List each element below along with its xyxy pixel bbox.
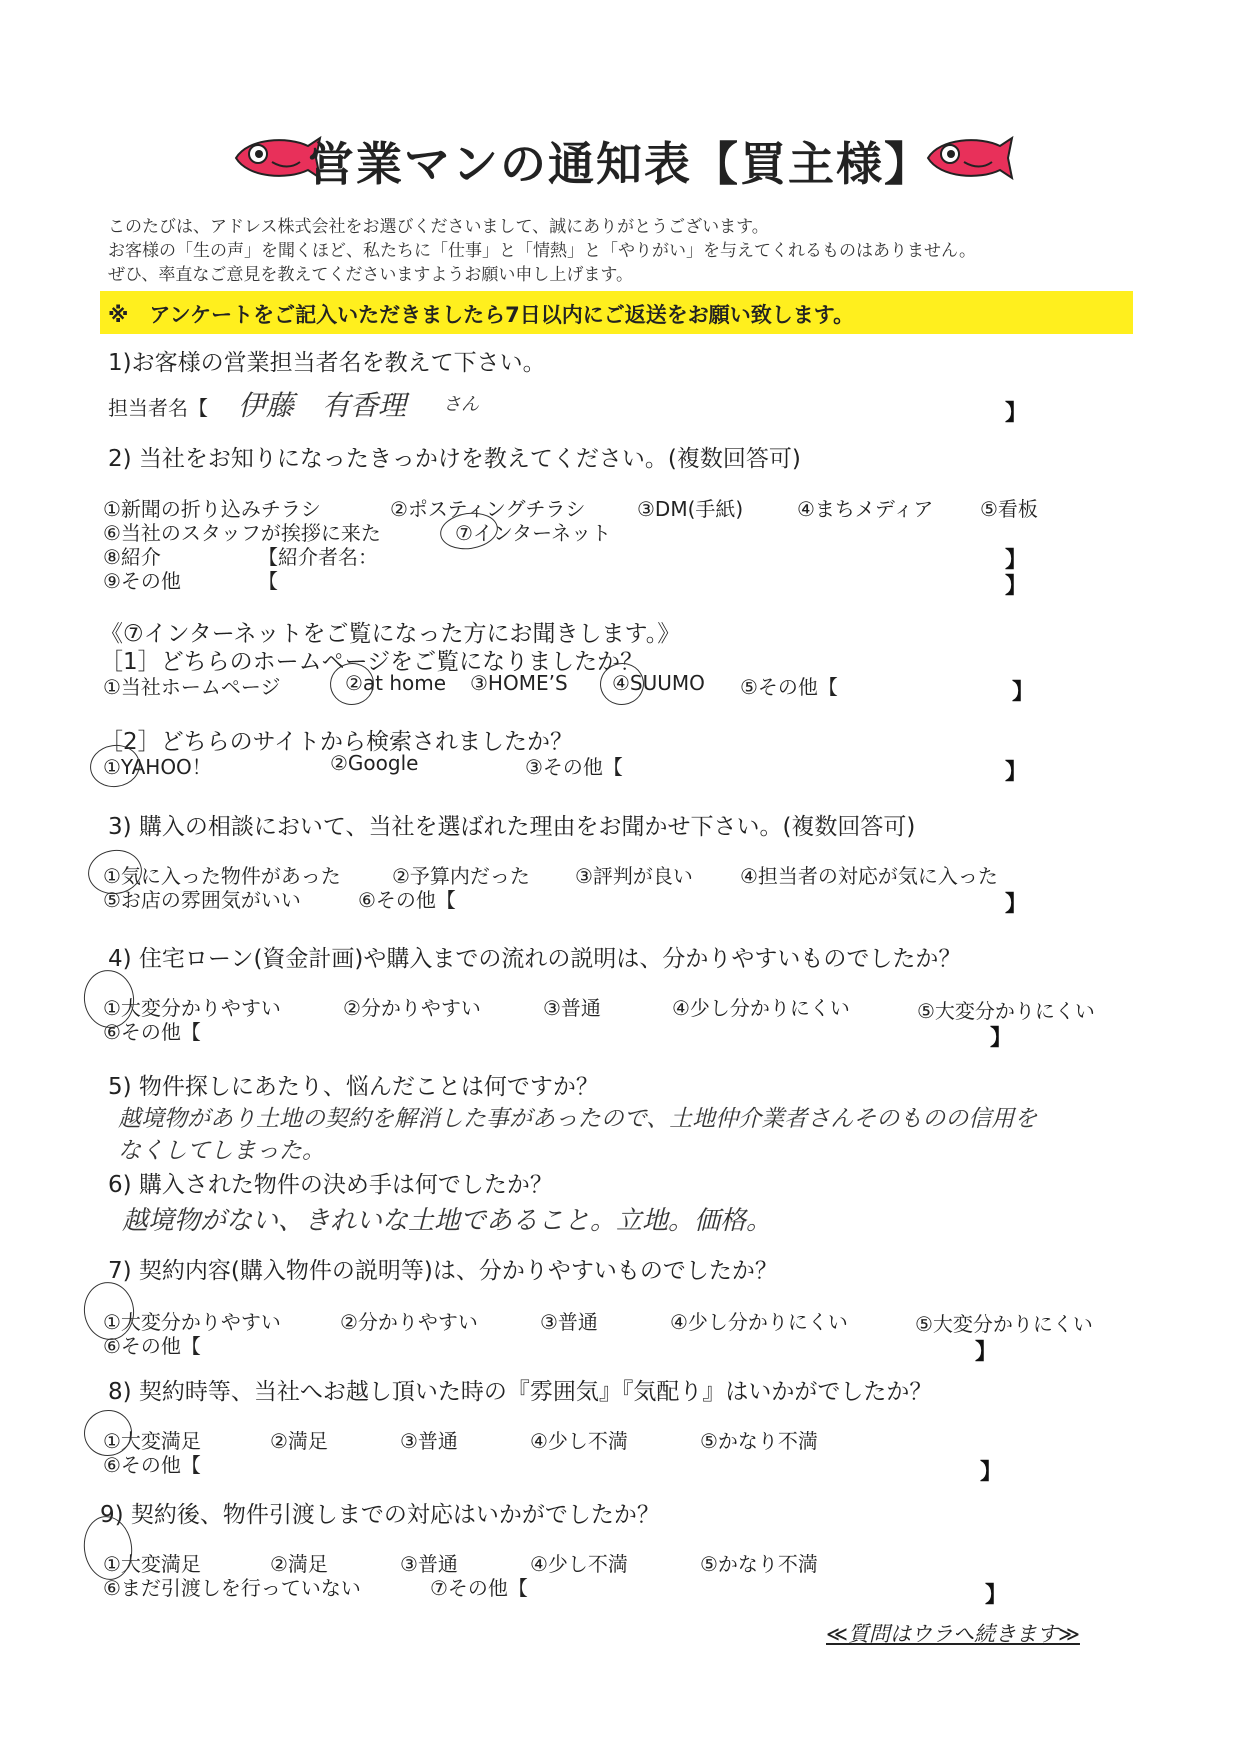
q4-question: 4) 住宅ローン(資金計画)や購入までの流れの説明は、分かりやすいものでしたか？	[108, 946, 962, 972]
intro-line-3: ぜひ、率直なご意見を教えてくださいますようお願い申し上げます。	[108, 265, 633, 285]
q9-option-6[interactable]: ⑥まだ引渡しを行っていない	[103, 1576, 361, 1600]
q4-option-1[interactable]: ①大変分かりやすい	[103, 996, 281, 1020]
q8-option-2[interactable]: ②満足	[270, 1429, 328, 1453]
q2-question: 2) 当社をお知りになったきっかけを教えてください。(複数回答可)	[108, 446, 801, 472]
q6-answer[interactable]: 越境物がない、きれいな土地であること。立地。価格。	[122, 1206, 773, 1236]
sub1-option-2[interactable]: ②at home	[345, 671, 447, 695]
q8-option-5[interactable]: ⑤かなり不満	[700, 1429, 818, 1453]
q8-question: 8) 契約時等、当社へお越し頂いた時の『雰囲気』『気配り』はいかがでしたか？	[108, 1379, 933, 1405]
q8-option-1[interactable]: ①大変満足	[103, 1429, 201, 1453]
q9-closing-bracket: 】	[985, 1583, 1008, 1608]
sub1-option-4[interactable]: ④SUUMO	[612, 671, 705, 695]
q1-question: 1)お客様の営業担当者名を教えて下さい。	[108, 350, 546, 376]
q2-referrer-label: 【紹介者名：	[258, 545, 378, 569]
internet-sub2-question: ［2］どちらのサイトから検索されましたか？	[100, 729, 574, 755]
q1-answer-name[interactable]: 伊藤 有香理	[238, 389, 407, 422]
q4-option-5[interactable]: ⑤大変分かりにくい	[917, 999, 1095, 1023]
q6-question: 6) 購入された物件の決め手は何でしたか？	[108, 1172, 553, 1198]
q8-closing-bracket: 】	[980, 1460, 1003, 1485]
q7-option-2[interactable]: ②分かりやすい	[340, 1310, 478, 1334]
q9-option-1[interactable]: ①大変満足	[103, 1552, 201, 1576]
sub1-option-3[interactable]: ③HOME’S	[470, 671, 568, 695]
q8-option-3[interactable]: ③普通	[400, 1429, 458, 1453]
q7-option-4[interactable]: ④少し分かりにくい	[670, 1310, 848, 1334]
q9-option-7[interactable]: ⑦その他【	[430, 1576, 528, 1600]
internet-sub1-question: ［1］どちらのホームページをご覧になりましたか？	[100, 649, 644, 675]
page-title: 営業マンの通知表【買主様】	[308, 137, 932, 191]
sub2-closing-bracket: 】	[1005, 760, 1028, 785]
q4-option-2[interactable]: ②分かりやすい	[343, 996, 481, 1020]
q2-option-8[interactable]: ⑧紹介	[103, 545, 161, 569]
intro-line-1: このたびは、アドレス株式会社をお選びくださいまして、誠にありがとうございます。	[108, 217, 769, 237]
q3-option-4[interactable]: ④担当者の対応が気に入った	[740, 864, 998, 888]
q5-question: 5) 物件探しにあたり、悩んだことは何ですか？	[108, 1074, 599, 1100]
q9-option-2[interactable]: ②満足	[270, 1552, 328, 1576]
q9-option-5[interactable]: ⑤かなり不満	[700, 1552, 818, 1576]
q8-option-6[interactable]: ⑥その他【	[103, 1453, 201, 1477]
q2-option-1[interactable]: ①新聞の折り込みチラシ	[103, 497, 321, 521]
q2-option-6[interactable]: ⑥当社のスタッフが挨拶に来た	[103, 521, 381, 545]
q7-option-5[interactable]: ⑤大変分かりにくい	[915, 1312, 1093, 1336]
q4-option-6[interactable]: ⑥その他【	[103, 1020, 201, 1044]
q3-option-3[interactable]: ③評判が良い	[575, 864, 693, 888]
intro-line-2: お客様の「生の声」を聞くほど、私たちに「仕事」と「情熱」と「やりがい」を与えてくれるものはありません。	[108, 241, 977, 261]
q7-option-1[interactable]: ①大変分かりやすい	[103, 1310, 281, 1334]
q2-option-2[interactable]: ②ポスティングチラシ	[390, 497, 586, 521]
sub1-option-5[interactable]: ⑤その他【	[740, 675, 838, 699]
q9-option-4[interactable]: ④少し不満	[530, 1552, 628, 1576]
q1-answer-suffix: さん	[443, 394, 479, 415]
sub2-option-1[interactable]: ①YAHOO！	[103, 755, 212, 779]
q2-option-9[interactable]: ⑨その他	[103, 569, 181, 593]
q7-option-6[interactable]: ⑥その他【	[103, 1334, 201, 1358]
q3-closing-bracket: 】	[1005, 892, 1028, 917]
sub2-option-2[interactable]: ②Google	[330, 751, 419, 775]
q5-answer-line-2[interactable]: なくしてしまった。	[118, 1138, 325, 1164]
q2-other-closing-bracket: 】	[1005, 574, 1028, 599]
q1-closing-bracket: 】	[1005, 401, 1028, 426]
internet-intro: 《⑦インターネットをご覧になった方にお聞きします。》	[100, 621, 681, 647]
q4-option-4[interactable]: ④少し分かりにくい	[672, 996, 850, 1020]
q4-option-3[interactable]: ③普通	[543, 996, 601, 1020]
q2-option-5[interactable]: ⑤看板	[980, 497, 1038, 521]
q7-option-3[interactable]: ③普通	[540, 1310, 598, 1334]
q3-option-2[interactable]: ②予算内だった	[392, 864, 530, 888]
q2-referrer-closing-bracket: 】	[1005, 548, 1028, 573]
q5-answer-line-1[interactable]: 越境物があり土地の契約を解消した事があったので、土地仲介業者さんそのものの信用を	[118, 1106, 1038, 1132]
return-notice-banner	[100, 291, 1133, 334]
q2-option-7[interactable]: ⑦インターネット	[455, 521, 612, 545]
q4-closing-bracket: 】	[990, 1026, 1013, 1051]
q7-closing-bracket: 】	[975, 1340, 998, 1365]
q9-question: 9) 契約後、物件引渡しまでの対応はいかがでしたか？	[100, 1502, 660, 1528]
q3-option-5[interactable]: ⑤お店の雰囲気がいい	[103, 888, 301, 912]
sub2-option-3[interactable]: ③その他【	[525, 755, 623, 779]
q1-label: 担当者名【	[108, 396, 208, 420]
q7-question: 7) 契約内容(購入物件の説明等)は、分かりやすいものでしたか？	[108, 1258, 778, 1284]
return-notice-text: ※ アンケートをご記入いただきましたら7日以内にご返送をお願い致します。	[108, 303, 855, 327]
q3-option-6[interactable]: ⑥その他【	[358, 888, 456, 912]
sub1-closing-bracket: 】	[1012, 680, 1035, 705]
q2-other-label: 【	[258, 569, 278, 593]
q2-option-4[interactable]: ④まちメディア	[797, 497, 934, 521]
q3-option-1[interactable]: ①気に入った物件があった	[103, 864, 341, 888]
q9-option-3[interactable]: ③普通	[400, 1552, 458, 1576]
q8-option-4[interactable]: ④少し不満	[530, 1429, 628, 1453]
q2-option-3[interactable]: ③DM(手紙)	[637, 497, 744, 521]
sub1-option-1[interactable]: ①当社ホームページ	[103, 675, 281, 699]
continued-on-back-note: ≪質問はウラへ続きます≫	[826, 1622, 1080, 1646]
q3-question: 3) 購入の相談において、当社を選ばれた理由をお聞かせ下さい。(複数回答可)	[108, 814, 916, 840]
